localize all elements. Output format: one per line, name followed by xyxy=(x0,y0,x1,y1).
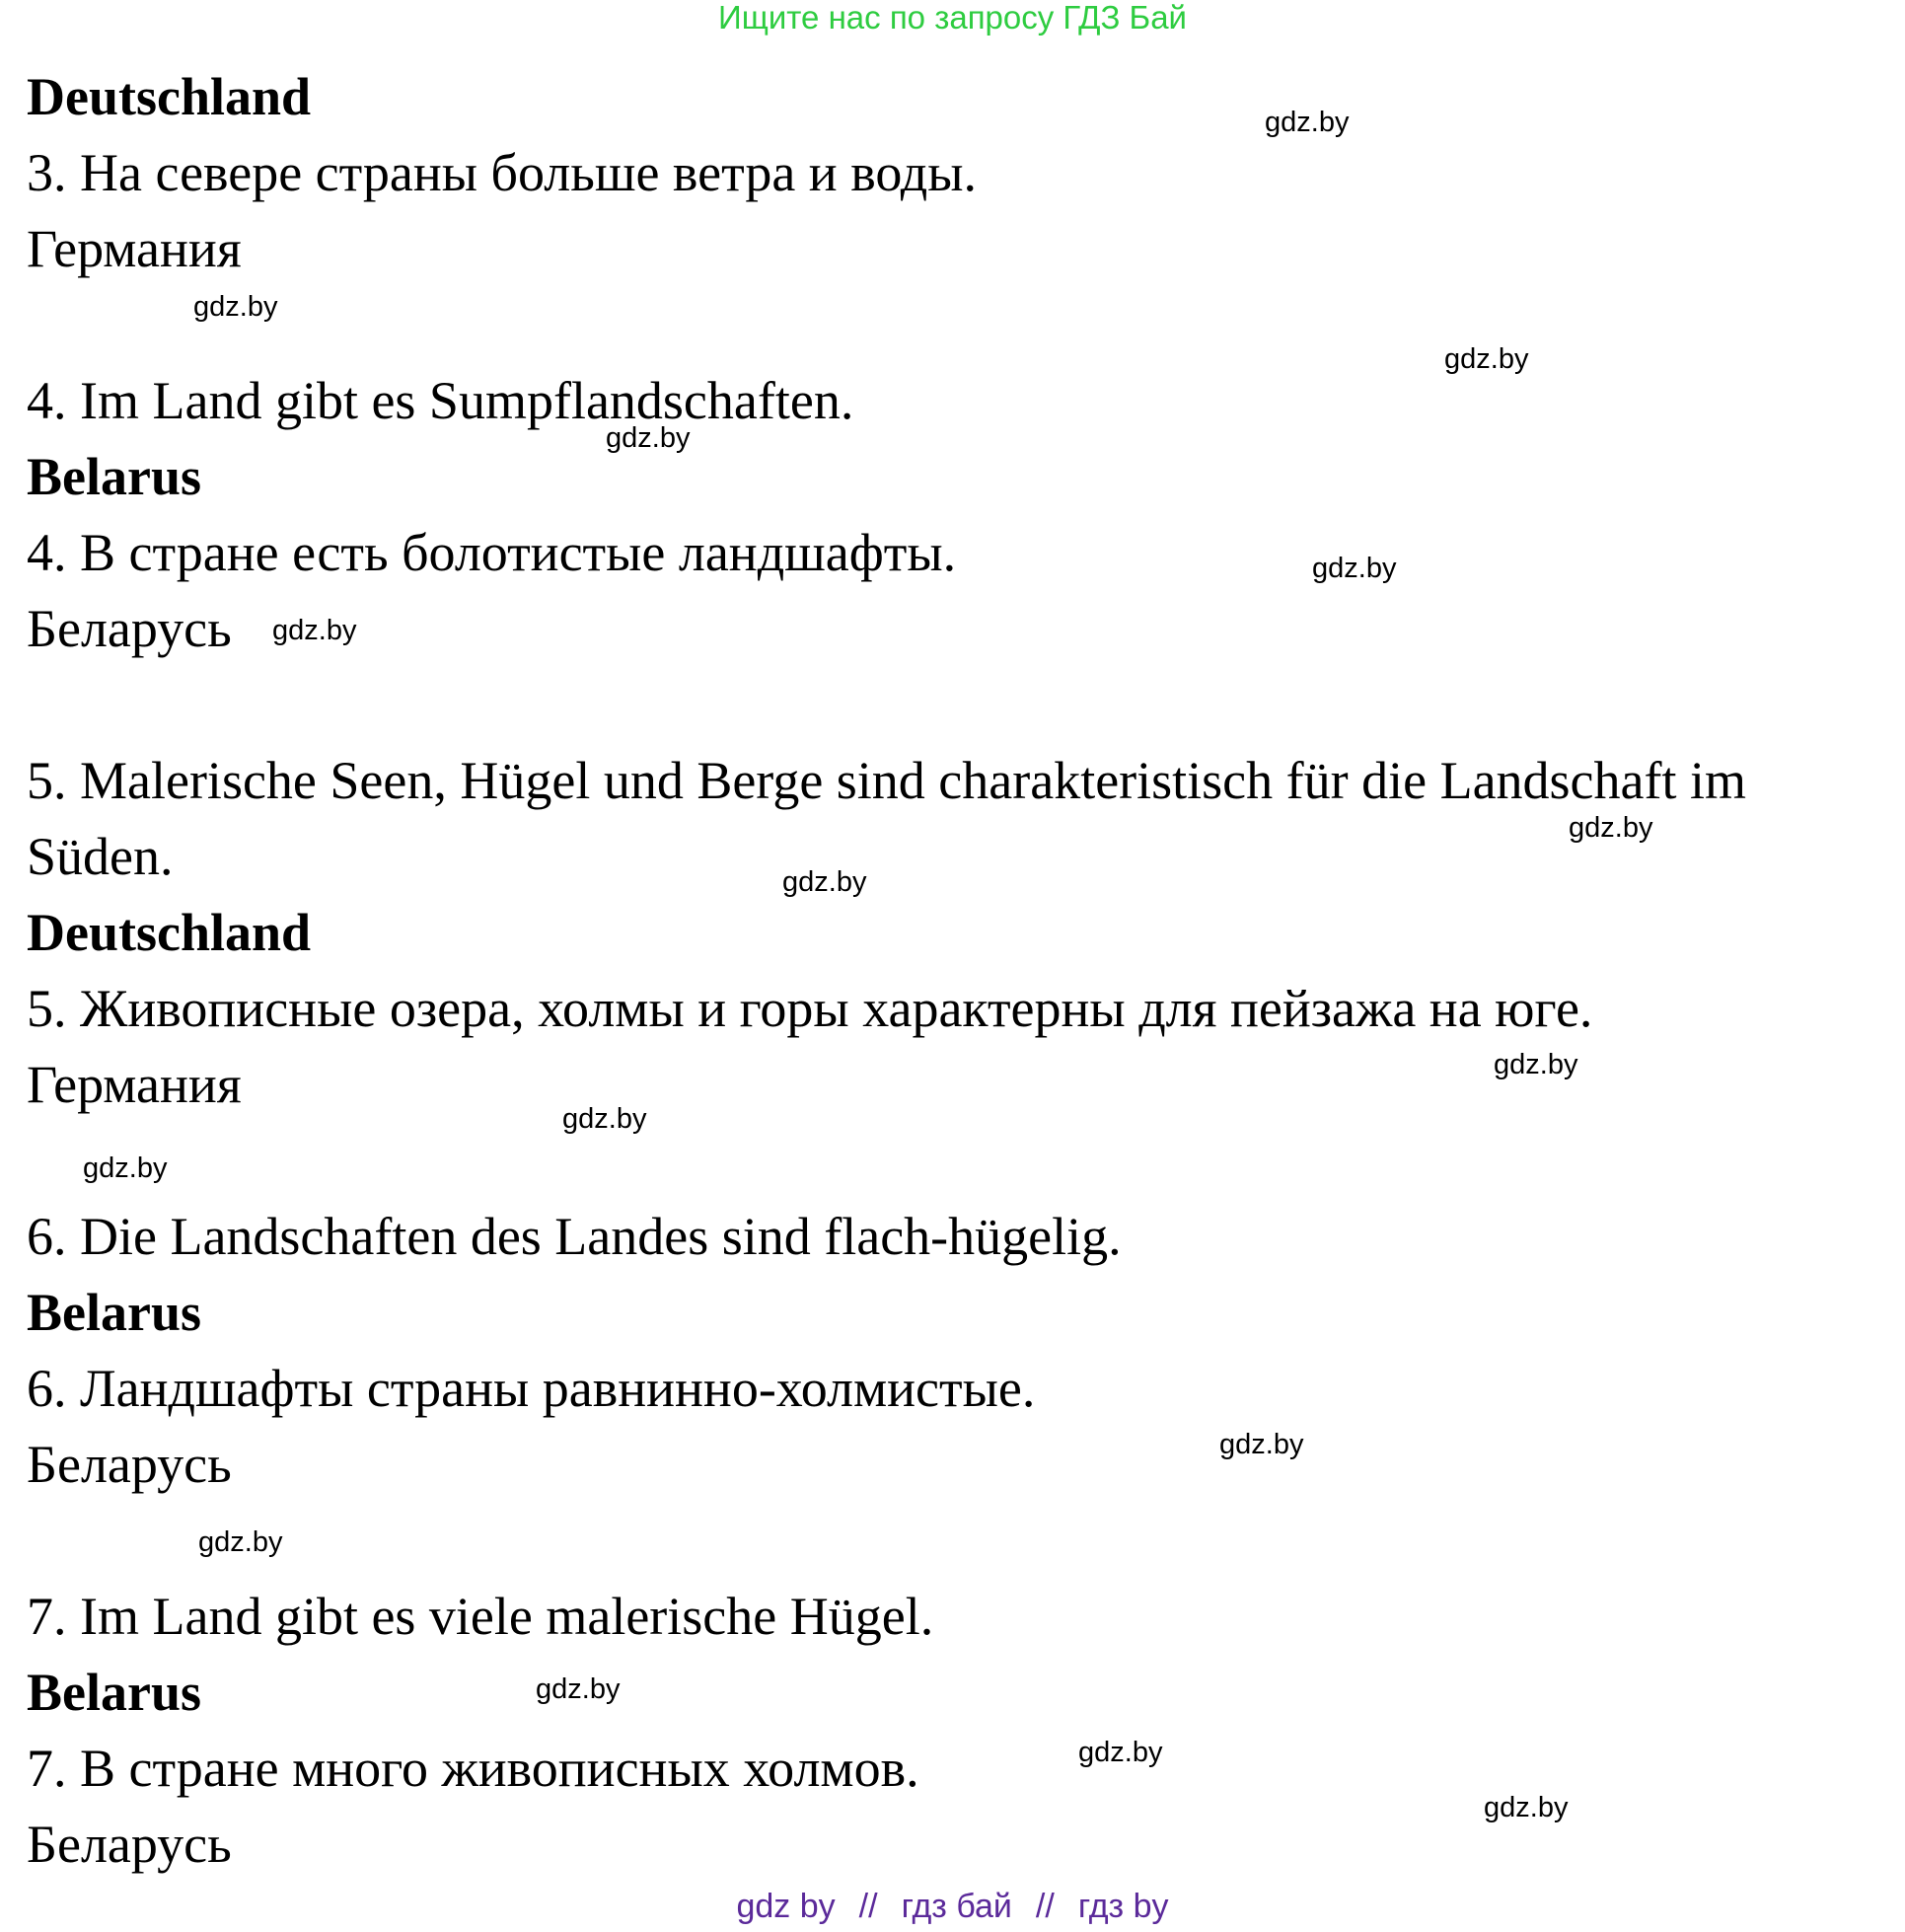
watermark: gdz.by xyxy=(1219,1429,1304,1460)
watermark: gdz.by xyxy=(272,615,357,646)
watermark: gdz.by xyxy=(1494,1049,1578,1080)
statement-de: 5. Malerische Seen, Hügel und Berge sind charakteristisch für die Landschaft im xyxy=(27,751,1746,810)
top-banner: Ищите нас по запросу ГДЗ Бай xyxy=(718,0,1187,36)
blank-line xyxy=(27,1123,1891,1199)
country-answer-ru: Германия xyxy=(27,1055,242,1114)
footer-link-gdz-by-cyr[interactable]: гдз by xyxy=(1077,1888,1169,1925)
document-body xyxy=(27,59,1891,1883)
footer-separator: // xyxy=(1035,1888,1055,1925)
statement-de: 7. Im Land gibt es viele malerische Hügel. xyxy=(27,1587,934,1646)
statement-ru: 6. Ландшафты страны равнинно-холмистые. xyxy=(27,1359,1036,1418)
watermark: gdz.by xyxy=(562,1103,647,1135)
blank-line xyxy=(27,287,1891,363)
country-heading: Belarus xyxy=(27,1283,202,1342)
country-answer-ru: Германия xyxy=(27,219,242,278)
watermark: gdz.by xyxy=(782,866,867,898)
watermark: gdz.by xyxy=(1484,1792,1569,1823)
country-heading: Deutschland xyxy=(27,903,312,962)
blank-line xyxy=(27,667,1891,743)
statement-ru: 3. На севере страны больше ветра и воды. xyxy=(27,143,978,202)
footer-links xyxy=(0,1887,1905,1926)
country-heading: Deutschland xyxy=(27,67,312,126)
country-answer-ru: Беларусь xyxy=(27,1815,232,1874)
statement-de-continued: Süden. xyxy=(27,827,174,886)
watermark: gdz.by xyxy=(1078,1737,1163,1768)
country-answer-ru: Беларусь xyxy=(27,599,232,658)
watermark: gdz.by xyxy=(193,291,278,323)
country-heading: Belarus xyxy=(27,1663,202,1722)
watermark: gdz.by xyxy=(606,422,691,454)
statement-ru: 7. В стране много живописных холмов. xyxy=(27,1739,919,1798)
watermark: gdz.by xyxy=(1444,343,1529,375)
watermark: gdz.by xyxy=(198,1526,283,1558)
statement-ru: 5. Живописные озера, холмы и горы характерны для пейзажа на юге. xyxy=(27,979,1593,1038)
footer-link-gdz-bai[interactable]: гдз бай xyxy=(901,1888,1012,1925)
watermark: gdz.by xyxy=(83,1152,168,1184)
blank-line xyxy=(27,1503,1891,1579)
statement-de: 4. Im Land gibt es Sumpflandschaften. xyxy=(27,371,854,430)
footer-separator: // xyxy=(858,1888,878,1925)
country-heading: Belarus xyxy=(27,447,202,506)
watermark: gdz.by xyxy=(1265,107,1350,138)
footer-link-gdz-by[interactable]: gdz by xyxy=(736,1888,836,1925)
statement-ru: 4. В стране есть болотистые ландшафты. xyxy=(27,523,957,582)
watermark: gdz.by xyxy=(536,1673,621,1705)
watermark: gdz.by xyxy=(1312,553,1397,584)
statement-de: 6. Die Landschaften des Landes sind flach-hügelig. xyxy=(27,1207,1122,1266)
watermark: gdz.by xyxy=(1569,812,1653,844)
country-answer-ru: Беларусь xyxy=(27,1435,232,1494)
